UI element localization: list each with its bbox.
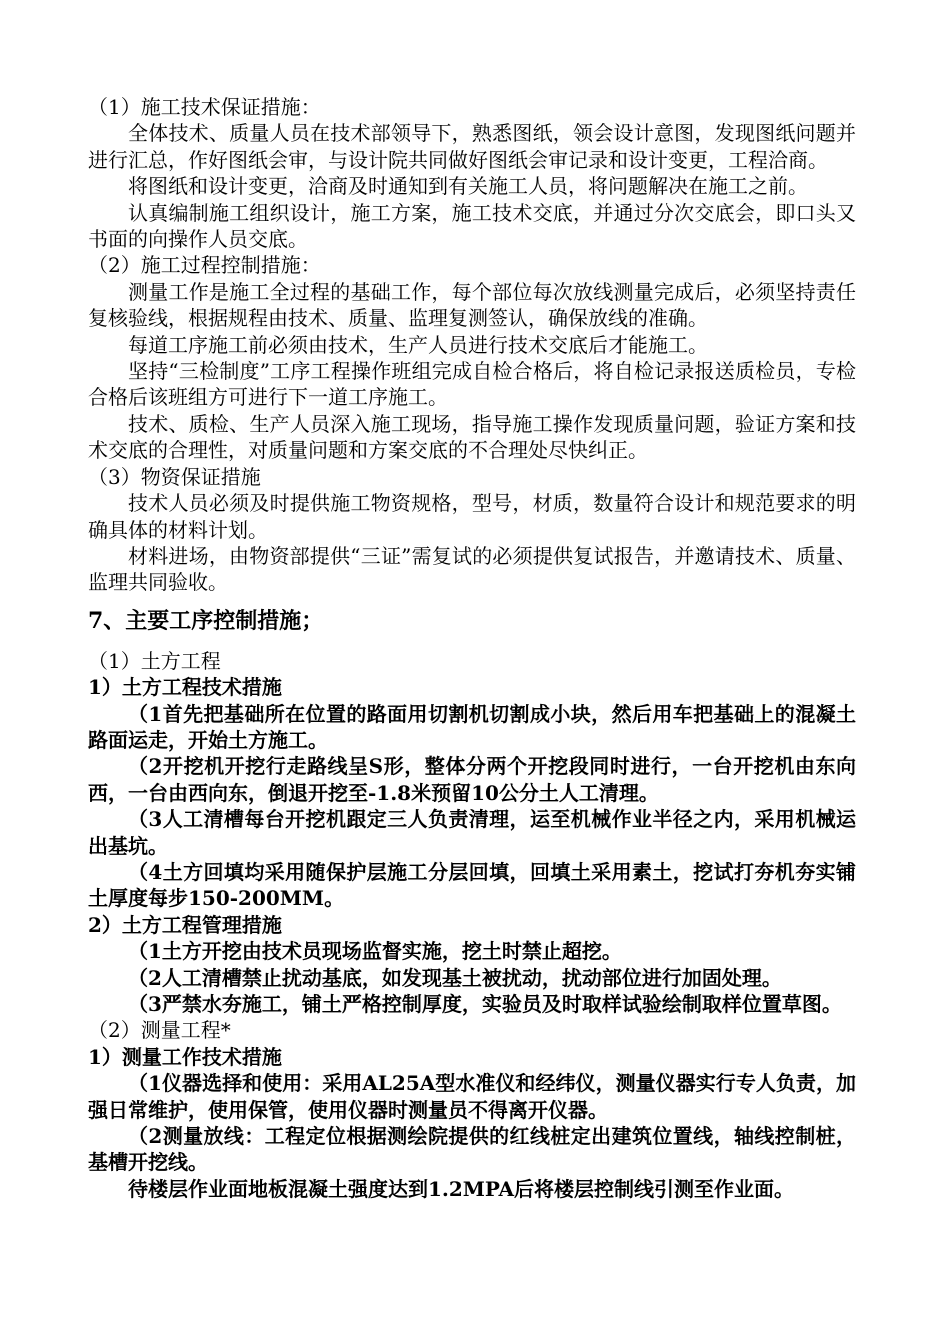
document-body (88, 94, 856, 1202)
list-item: （1首先把基础所在位置的路面用切割机切割成小块，然后用车把基础上的混凝土路面运走，开始土方施工。 (88, 701, 856, 752)
section-heading-material-guarantee: （3）物资保证措施 (88, 464, 261, 489)
list-item: （1土方开挖由技术员现场监督实施，挖土时禁止超挖。 (128, 939, 622, 964)
paragraph: 将图纸和设计变更，洽商及时通知到有关施工人员，将问题解决在施工之前。 (128, 174, 808, 199)
subsection-heading-survey: （2）测量工程* (88, 1018, 231, 1043)
section-heading-process-control: （2）施工过程控制措施： (88, 253, 321, 278)
subsection-item-heading: 1）土方工程技术措施 (88, 675, 282, 700)
subsection-item-heading: 2）土方工程管理措施 (88, 912, 282, 937)
section-heading-tech-guarantee: （1）施工技术保证措施： (88, 95, 321, 119)
paragraph: 每道工序施工前必须由技术，生产人员进行技术交底后才能施工。 (128, 332, 708, 357)
list-item: （3严禁水夯施工，铺土严格控制厚度，实验员及时取样试验绘制取样位置草图。 (128, 992, 842, 1016)
subsection-heading-earthwork: （1）土方工程 (88, 648, 221, 673)
paragraph: 技术人员必须及时提供施工物资规格，型号，材质，数量符合设计和规范要求的明确具体的材料计划。 (88, 491, 856, 542)
list-item: （2人工清槽禁止扰动基底，如发现基土被扰动，扰动部位进行加固处理。 (128, 965, 782, 990)
paragraph: 技术、质检、生产人员深入施工现场，指导施工操作发现质量问题，验证方案和技术交底的合理性，对质量问题和方案交底的不合理处尽快纠正。 (88, 411, 856, 463)
paragraph: 测量工作是施工全过程的基础工作，每个部位每次放线测量完成后，必须坚持责任复核验线，根据规程由技术、质量、监理复测签认，确保放线的准确。 (88, 279, 856, 331)
list-item: （3人工清槽每台开挖机跟定三人负责清理，运至机械作业半径之内，采用机械运出基坑。 (88, 807, 856, 858)
list-item: （2开挖机开挖行走路线呈S形，整体分两个开挖段同时进行，一台开挖机由东向西，一台由西向东，倒退开挖至-1.8米预留10公分土人工清理。 (88, 754, 856, 805)
list-item: （2测量放线：工程定位根据测绘院提供的红线桩定出建筑位置线，轴线控制桩，基槽开挖线。 (88, 1124, 856, 1175)
paragraph: 坚持“三检制度”工序工程操作班组完成自检合格后，将自检记录报送质检员，专检合格后该班组方可进行下一道工序施工。 (88, 359, 856, 410)
subsection-item-heading: 1）测量工作技术措施 (88, 1044, 282, 1069)
paragraph: 全体技术、质量人员在技术部领导下，熟悉图纸，领会设计意图，发现图纸问题并进行汇总，作好图纸会审，与设计院共同做好图纸会审记录和设计变更，工程洽商。 (88, 121, 856, 172)
paragraph: 认真编制施工组织设计，施工方案，施工技术交底，并通过分次交底会，即口头又书面的向操作人员交底。 (88, 200, 856, 252)
list-item: （4土方回填均采用随保护层施工分层回填，回填土采用素土，挖试打夯机夯实铺土厚度每步150-200MM。 (88, 859, 856, 911)
list-item: （1仪器选择和使用：采用AL25A型水准仪和经纬仪，测量仪器实行专人负责，加强日常维护，使用保管，使用仪器时测量员不得离开仪器。 (88, 1071, 856, 1122)
paragraph: 材料进场，由物资部提供“三证”需复试的必须提供复试报告，并邀请技术、质量、监理共同验收。 (88, 543, 856, 595)
main-section-heading: 7、主要工序控制措施； (88, 607, 324, 634)
paragraph: 待楼层作业面地板混凝土强度达到1.2MPA后将楼层控制线引测至作业面。 (128, 1176, 795, 1201)
